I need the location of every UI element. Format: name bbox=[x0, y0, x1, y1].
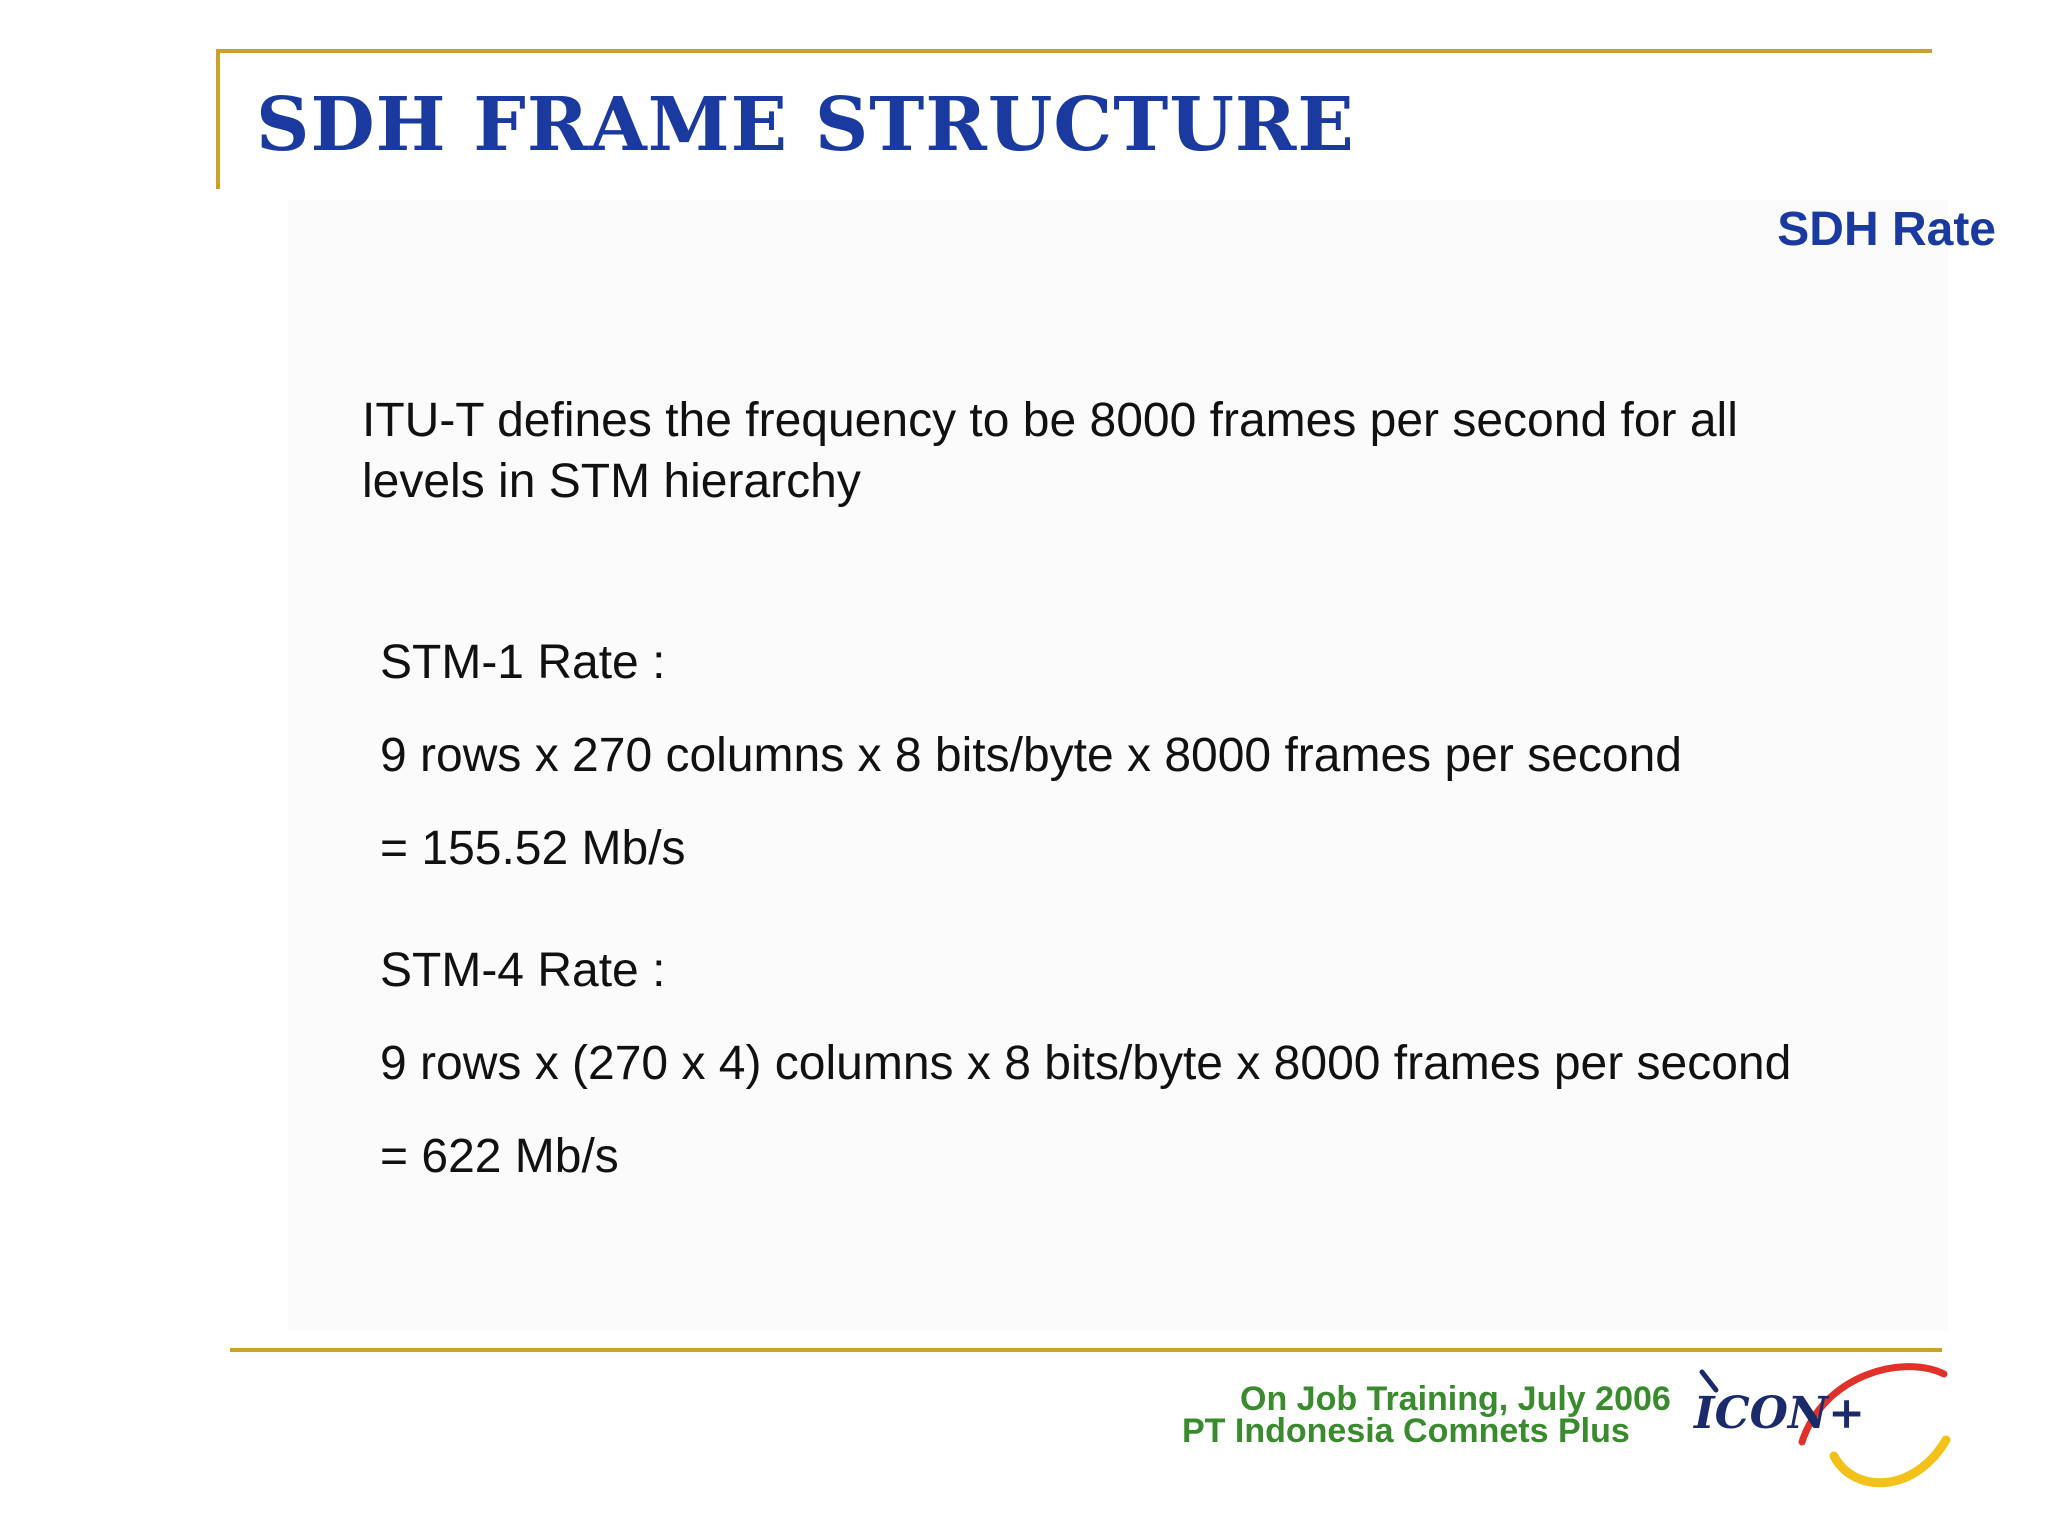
stm1-result: = 155.52 Mb/s bbox=[380, 822, 686, 875]
footer-company-name: PT Indonesia Comnets Plus bbox=[1182, 1412, 1630, 1450]
icon-plus-logo bbox=[1684, 1344, 1984, 1494]
top-divider bbox=[216, 49, 1932, 53]
intro-line-2: levels in STM hierarchy bbox=[362, 455, 861, 508]
logo-wordmark: ICON+ bbox=[1694, 1388, 1866, 1439]
stm1-formula: 9 rows x 270 columns x 8 bits/byte x 8000 frames per second bbox=[380, 729, 1682, 782]
stm4-formula: 9 rows x (270 x 4) columns x 8 bits/byte x 8000 frames per second bbox=[380, 1037, 1792, 1090]
slide-title: SDH FRAME STRUCTURE bbox=[256, 82, 1355, 168]
stm4-heading: STM-4 Rate : bbox=[380, 944, 666, 997]
logo-yellow-swoosh bbox=[1834, 1440, 1946, 1483]
intro-line-1: ITU-T defines the frequency to be 8000 frames per second for all bbox=[362, 394, 1738, 447]
left-divider bbox=[216, 49, 220, 189]
stm1-heading: STM-1 Rate : bbox=[380, 636, 666, 689]
footer-training-date: On Job Training, July 2006 bbox=[1240, 1380, 1671, 1418]
intro-paragraph bbox=[362, 390, 1922, 512]
stm4-result: = 622 Mb/s bbox=[380, 1130, 619, 1183]
slide-subtitle: SDH Rate bbox=[1777, 203, 1996, 256]
